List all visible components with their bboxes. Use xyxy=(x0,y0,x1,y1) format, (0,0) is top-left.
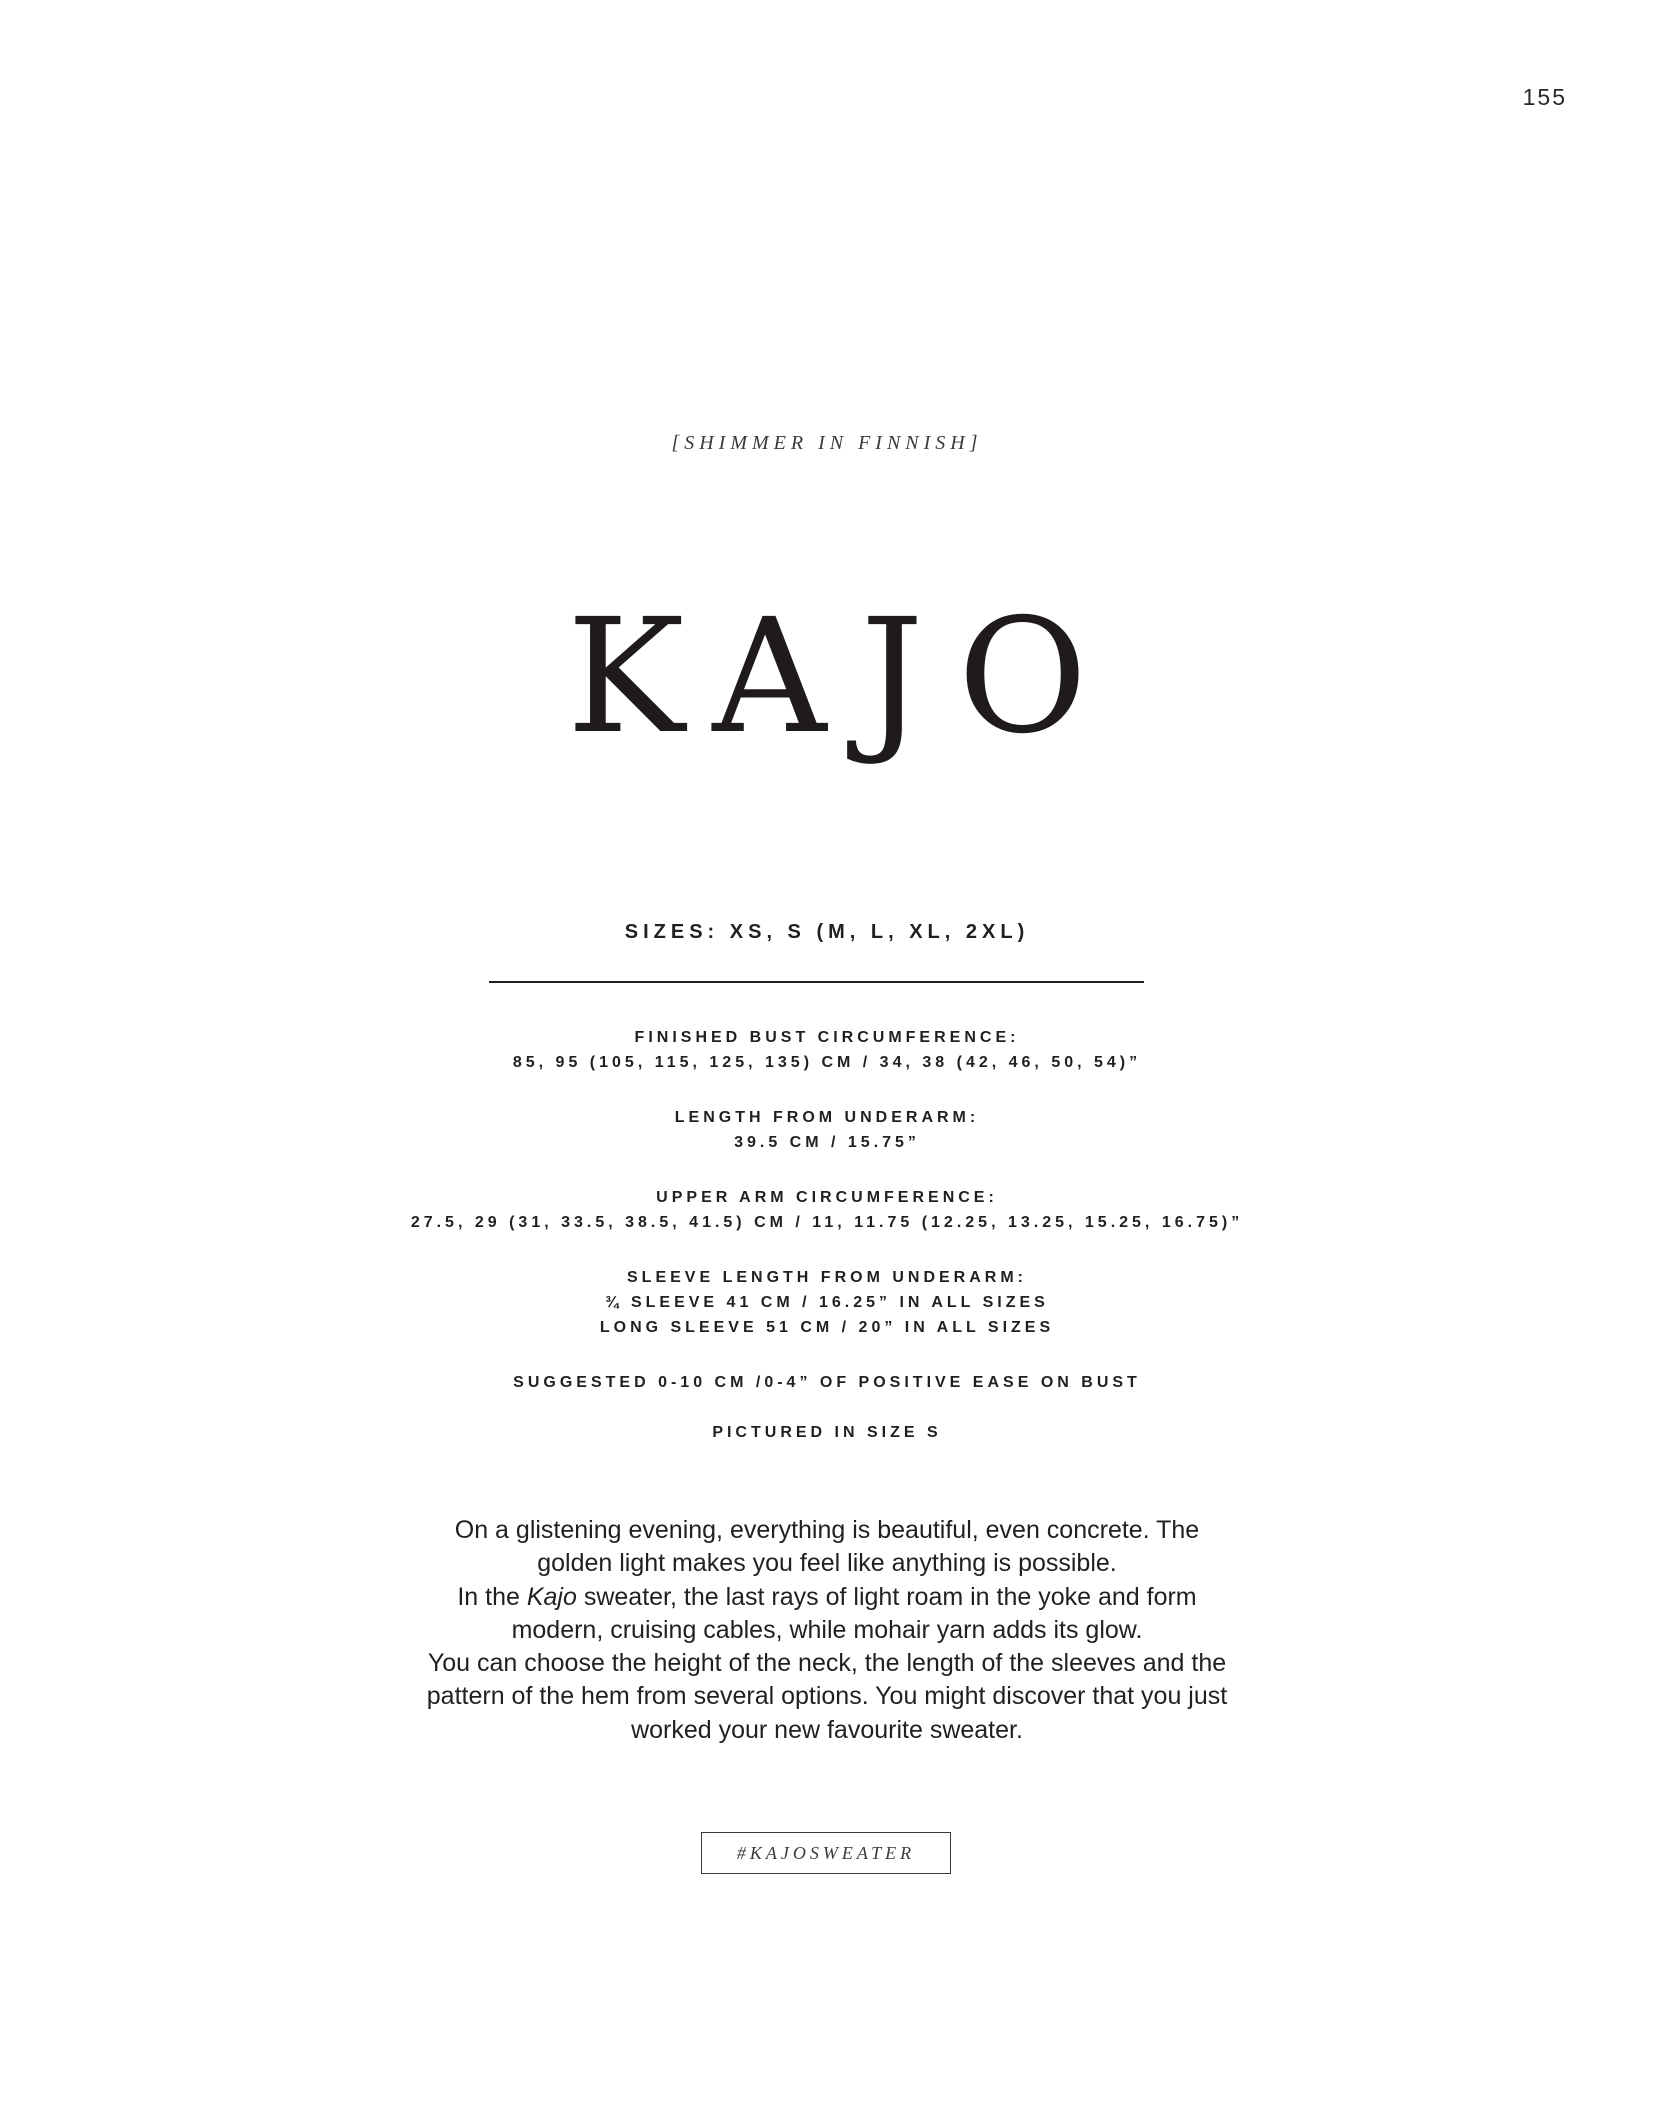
spec-label: LENGTH FROM UNDERARM: xyxy=(674,1109,980,1126)
spec-length xyxy=(0,1105,1654,1155)
pattern-title: KAJO xyxy=(566,585,1122,769)
description-text: In the xyxy=(457,1582,527,1611)
description-text: sweater, the last rays of light roam in the yoke and form xyxy=(576,1582,1197,1611)
specifications xyxy=(0,1025,1654,1470)
description-line: You can choose the height of the neck, the length of the sleeves and the xyxy=(427,1649,1227,1678)
description xyxy=(327,1514,1327,1747)
spec-value: 85, 95 (105, 115, 125, 135) CM / 34, 38 (42, 46, 50, 54)” xyxy=(512,1054,1142,1071)
divider xyxy=(489,981,1144,983)
description-line: modern, cruising cables, while mohair yarn adds its glow. xyxy=(511,1615,1143,1644)
spec-bust xyxy=(0,1025,1654,1075)
description-line xyxy=(327,1581,1327,1614)
spec-sleeve-length xyxy=(0,1265,1654,1340)
description-line: pattern of the hem from several options. You might discover that you just xyxy=(426,1682,1228,1711)
sizes-heading: SIZES: XS, S (M, L, XL, 2XL) xyxy=(624,921,1030,943)
page-number: 155 xyxy=(1522,84,1567,110)
subtitle: [SHIMMER IN FINNISH] xyxy=(671,432,983,454)
description-line: worked your new favourite sweater. xyxy=(631,1715,1023,1744)
spec-ease xyxy=(0,1370,1654,1395)
spec-value: ¾ SLEEVE 41 CM / 16.25” IN ALL SIZES xyxy=(605,1294,1049,1311)
spec-label: SLEEVE LENGTH FROM UNDERARM: xyxy=(627,1269,1027,1286)
spec-value: 39.5 CM / 15.75” xyxy=(734,1134,920,1151)
spec-value: PICTURED IN SIZE S xyxy=(712,1424,942,1441)
hashtag: #KAJOSWEATER xyxy=(736,1842,916,1863)
spec-label: FINISHED BUST CIRCUMFERENCE: xyxy=(634,1029,1020,1046)
hashtag-box xyxy=(701,1832,951,1874)
description-italic-name: Kajo xyxy=(526,1582,577,1611)
spec-pictured-size xyxy=(0,1420,1654,1445)
spec-label: UPPER ARM CIRCUMFERENCE: xyxy=(656,1189,998,1206)
description-line: golden light makes you feel like anything is possible. xyxy=(537,1549,1117,1578)
description-line: On a glistening evening, everything is beautiful, even concrete. The xyxy=(454,1516,1200,1544)
spec-value: 27.5, 29 (31, 33.5, 38.5, 41.5) CM / 11, 11.75 (12.25, 13.25, 15.25, 16.75)” xyxy=(410,1214,1244,1231)
spec-upper-arm xyxy=(0,1185,1654,1235)
spec-value: SUGGESTED 0-10 CM /0-4” OF POSITIVE EASE ON BUST xyxy=(513,1374,1141,1391)
spec-value: LONG SLEEVE 51 CM / 20” IN ALL SIZES xyxy=(599,1319,1055,1336)
